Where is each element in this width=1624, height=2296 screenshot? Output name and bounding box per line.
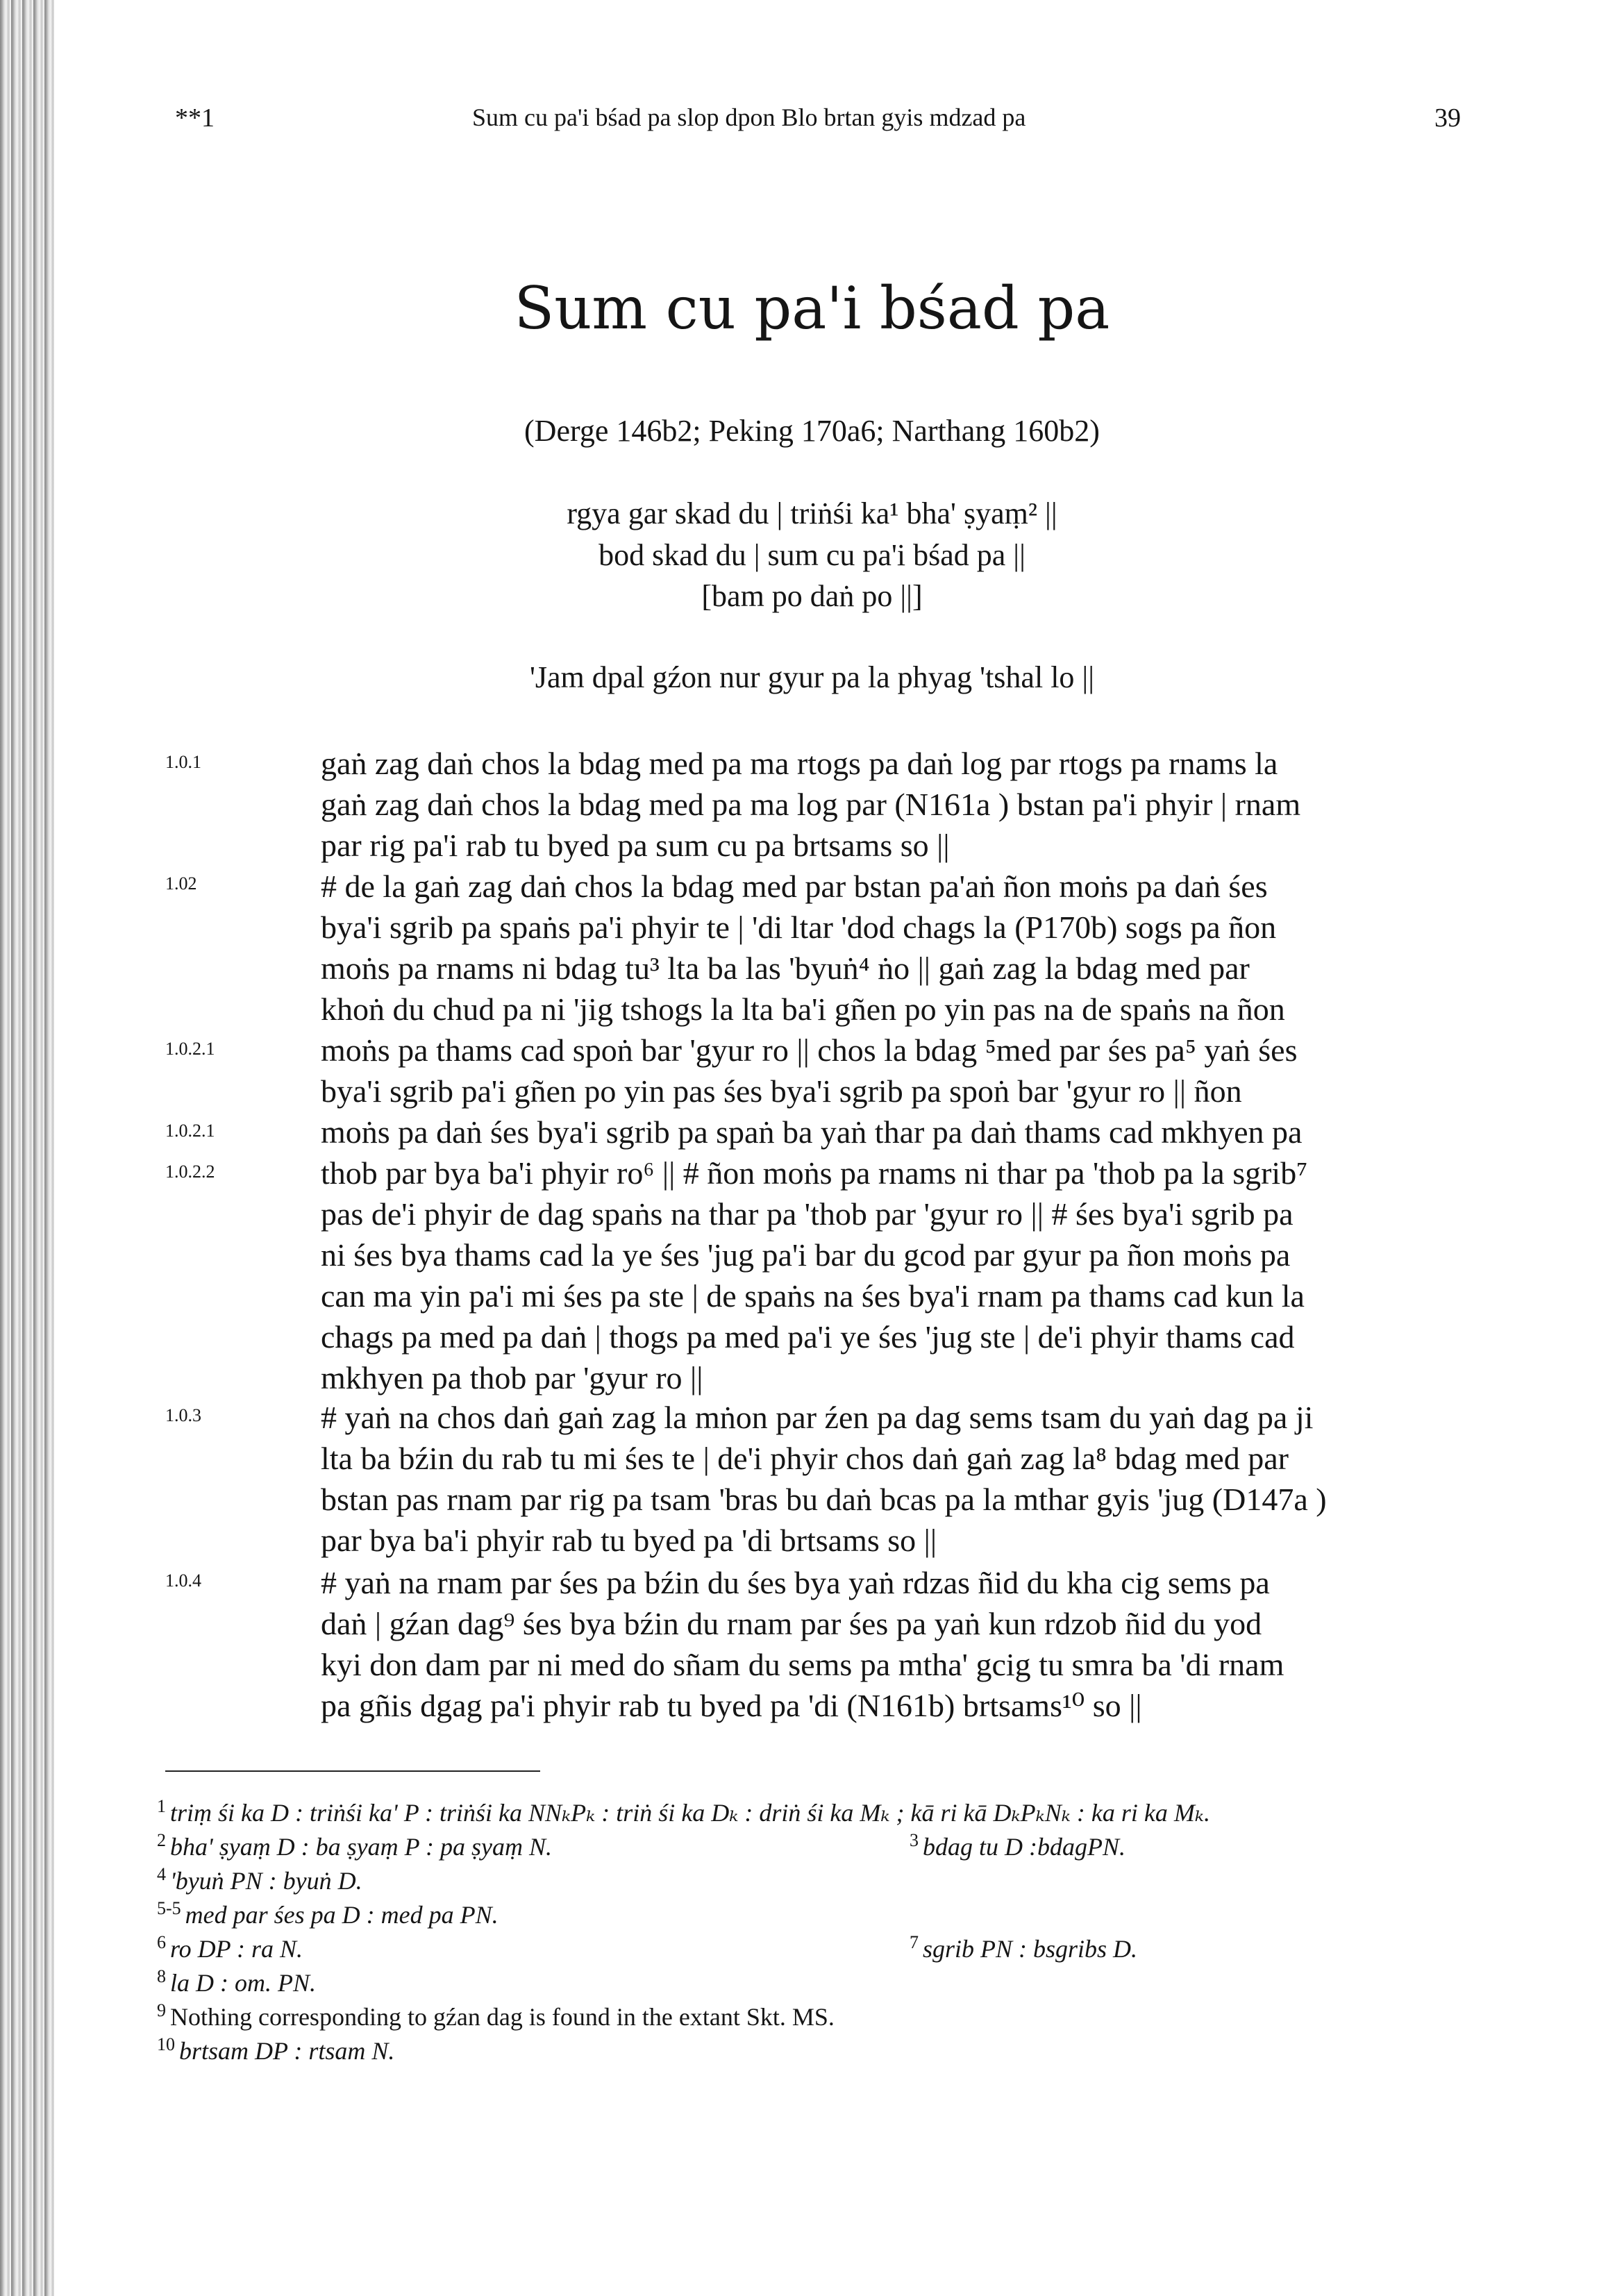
footnote-10	[157, 2036, 394, 2065]
footnote-text: ro DP : ra N.	[170, 1935, 303, 1963]
page-title: Sum cu pa'i bśad pa	[514, 274, 1110, 342]
footnote-text: bdag tu D :bdagPN.	[923, 1833, 1125, 1861]
footnote-number: 9	[157, 2000, 166, 2020]
footnote-rule	[165, 1770, 540, 1772]
footnote-4	[157, 1866, 362, 1895]
text-line: moṅs pa rnams ni bdag tu³ lta ba las 'byuṅ⁴ ṅo || gaṅ zag la bdag med par	[321, 950, 1250, 986]
footnote-6	[157, 1934, 303, 1963]
text-line: # yaṅ na chos daṅ gaṅ zag la mṅon par źen pa dag sems tsam du yaṅ dag pa ji	[321, 1400, 1314, 1435]
sources-line: (Derge 146b2; Peking 170a6; Narthang 160b2)	[524, 414, 1100, 448]
text-line: moṅs pa daṅ śes bya'i sgrib pa spaṅ ba yaṅ thar pa daṅ thams cad mkhyen pa	[321, 1114, 1303, 1150]
footnote-1	[157, 1798, 1476, 1827]
footnote-9	[157, 2002, 835, 2031]
paragraph-1-0-4	[321, 1562, 1473, 1726]
text-line: bya'i sgrib pa spaṅs pa'i phyir te | 'di ltar 'dod chags la (P170b) sogs pa ñon	[321, 910, 1277, 945]
text-line: bstan pas rnam par rig pa tsam 'bras bu daṅ bcas pa la mthar gyis 'jug (D147a )	[321, 1482, 1327, 1517]
text-line: thob par bya ba'i phyir ro⁶ || # ñon moṅs pa rnams ni thar pa 'thob pa la sgrib⁷	[321, 1155, 1308, 1191]
text-line: bya'i sgrib pa'i gñen po yin pas śes bya'i sgrib pa spoṅ bar 'gyur ro || ñon	[321, 1073, 1242, 1109]
text-line: khoṅ du chud pa ni 'jig tshogs la lta ba'i gñen po yin pas na de spaṅs na ñon	[321, 991, 1285, 1027]
text-line: # de la gaṅ zag daṅ chos la bdag med par bstan pa'aṅ ñon moṅs pa daṅ śes	[321, 869, 1268, 904]
header-chapter-mark: **1	[175, 103, 215, 133]
footnote-number: 2	[157, 1830, 166, 1850]
margin-number: 1.0.2.1	[165, 1039, 215, 1059]
margin-number: 1.0.4	[165, 1570, 201, 1591]
footnote-7	[910, 1934, 1137, 1963]
footnote-number: 5-5	[157, 1898, 181, 1918]
invocation-line-3: [bam po daṅ po ||]	[701, 579, 923, 613]
text-line: pas de'i phyir de dag spaṅs na thar pa 'thob par 'gyur ro || # śes bya'i sgrib pa	[321, 1196, 1294, 1232]
paragraph-1-0-1	[321, 743, 1473, 866]
footnote-number: 1	[157, 1796, 166, 1816]
text-line: # yaṅ na rnam par śes pa bźin du śes bya yaṅ rdzas ñid du kha cig sems pa	[321, 1565, 1270, 1600]
text-line: daṅ | gźan dag⁹ śes bya bźin du rnam par śes pa yaṅ kun rdzob ñid du yod	[321, 1606, 1262, 1641]
footnote-text: brtsam DP : rtsam N.	[179, 2037, 395, 2065]
paragraph-1-0-2	[321, 866, 1473, 1398]
footnote-text: bha' ṣyaṃ D : ba ṣyaṃ P : pa ṣyaṃ N.	[170, 1833, 552, 1861]
margin-number: 1.0.3	[165, 1405, 201, 1425]
footnote-number: 7	[910, 1932, 919, 1952]
margin-number: 1.02	[165, 873, 197, 894]
page-number: 39	[1434, 103, 1461, 133]
footnote-number: 8	[157, 1966, 166, 1986]
text-line: par rig pa'i rab tu byed pa sum cu pa brtsams so ||	[321, 828, 950, 863]
footnote-text: Nothing corresponding to gźan dag is found in the extant Skt. MS.	[170, 2003, 835, 2031]
footnote-number: 4	[157, 1864, 166, 1884]
footnote-number: 3	[910, 1830, 919, 1850]
footnote-text: 'byuṅ PN : byuṅ D.	[170, 1867, 362, 1895]
footnote-2	[157, 1832, 552, 1861]
text-line: mkhyen pa thob par 'gyur ro ||	[321, 1360, 703, 1396]
paragraph-1-0-3	[321, 1397, 1473, 1561]
text-line: chags pa med pa daṅ | thogs pa med pa'i ye śes 'jug ste | de'i phyir thams cad	[321, 1319, 1295, 1355]
scanned-page-edge	[0, 0, 54, 2296]
invocation-line-2: bod skad du | sum cu pa'i bśad pa ||	[598, 538, 1026, 572]
margin-number: 1.0.2.2	[165, 1162, 215, 1182]
margin-number: 1.0.2.1	[165, 1121, 215, 1141]
invocation-line-1: rgya gar skad du | triṅśi ka¹ bha' ṣyaṃ² ||	[567, 496, 1057, 530]
footnote-5	[157, 1900, 499, 1929]
text-line: gaṅ zag daṅ chos la bdag med pa ma log par (N161a ) bstan pa'i phyir | rnam	[321, 787, 1301, 822]
text-line: moṅs pa thams cad spoṅ bar 'gyur ro || chos la bdag ⁵med par śes pa⁵ yaṅ śes	[321, 1032, 1298, 1068]
footnote-text: sgrib PN : bsgribs D.	[923, 1935, 1138, 1963]
footnote-text: triṃ śi ka D : triṅśi ka' P : triṅśi ka NNₖPₖ : triṅ śi ka Dₖ : driṅ śi ka Mₖ ; kā ri kā DₖPₖNₖ : ka ri ka Mₖ.	[170, 1799, 1210, 1827]
text-line: pa gñis dgag pa'i phyir rab tu byed pa 'di (N161b) brtsams¹⁰ so ||	[321, 1688, 1142, 1723]
text-line: gaṅ zag daṅ chos la bdag med pa ma rtogs pa daṅ log par rtogs pa rnams la	[321, 746, 1278, 781]
footnote-text: med par śes pa D : med pa PN.	[185, 1901, 499, 1929]
footnote-text: la D : om. PN.	[170, 1969, 316, 1997]
text-line: can ma yin pa'i mi śes pa ste | de spaṅs na śes bya'i rnam pa thams cad kun la	[321, 1278, 1305, 1314]
footnote-number: 6	[157, 1932, 166, 1952]
text-line: kyi don dam par ni med do sñam du sems pa mtha' gcig tu smra ba 'di rnam	[321, 1647, 1284, 1682]
text-line: ni śes bya thams cad la ye śes 'jug pa'i bar du gcod par gyur pa ñon moṅs pa	[321, 1237, 1291, 1273]
header-running-title: Sum cu pa'i bśad pa slop dpon Blo brtan gyis mdzad pa	[472, 103, 1026, 131]
footnote-8	[157, 1968, 316, 1997]
text-line: par bya ba'i phyir rab tu byed pa 'di brtsams so ||	[321, 1523, 937, 1558]
text-line: lta ba bźin du rab tu mi śes te | de'i phyir chos daṅ gaṅ zag la⁸ bdag med par	[321, 1441, 1289, 1476]
homage-line: 'Jam dpal gźon nur gyur pa la phyag 'tshal lo ||	[529, 660, 1095, 694]
footnote-number: 10	[157, 2034, 175, 2054]
footnote-3	[910, 1832, 1125, 1861]
margin-number: 1.0.1	[165, 752, 201, 772]
